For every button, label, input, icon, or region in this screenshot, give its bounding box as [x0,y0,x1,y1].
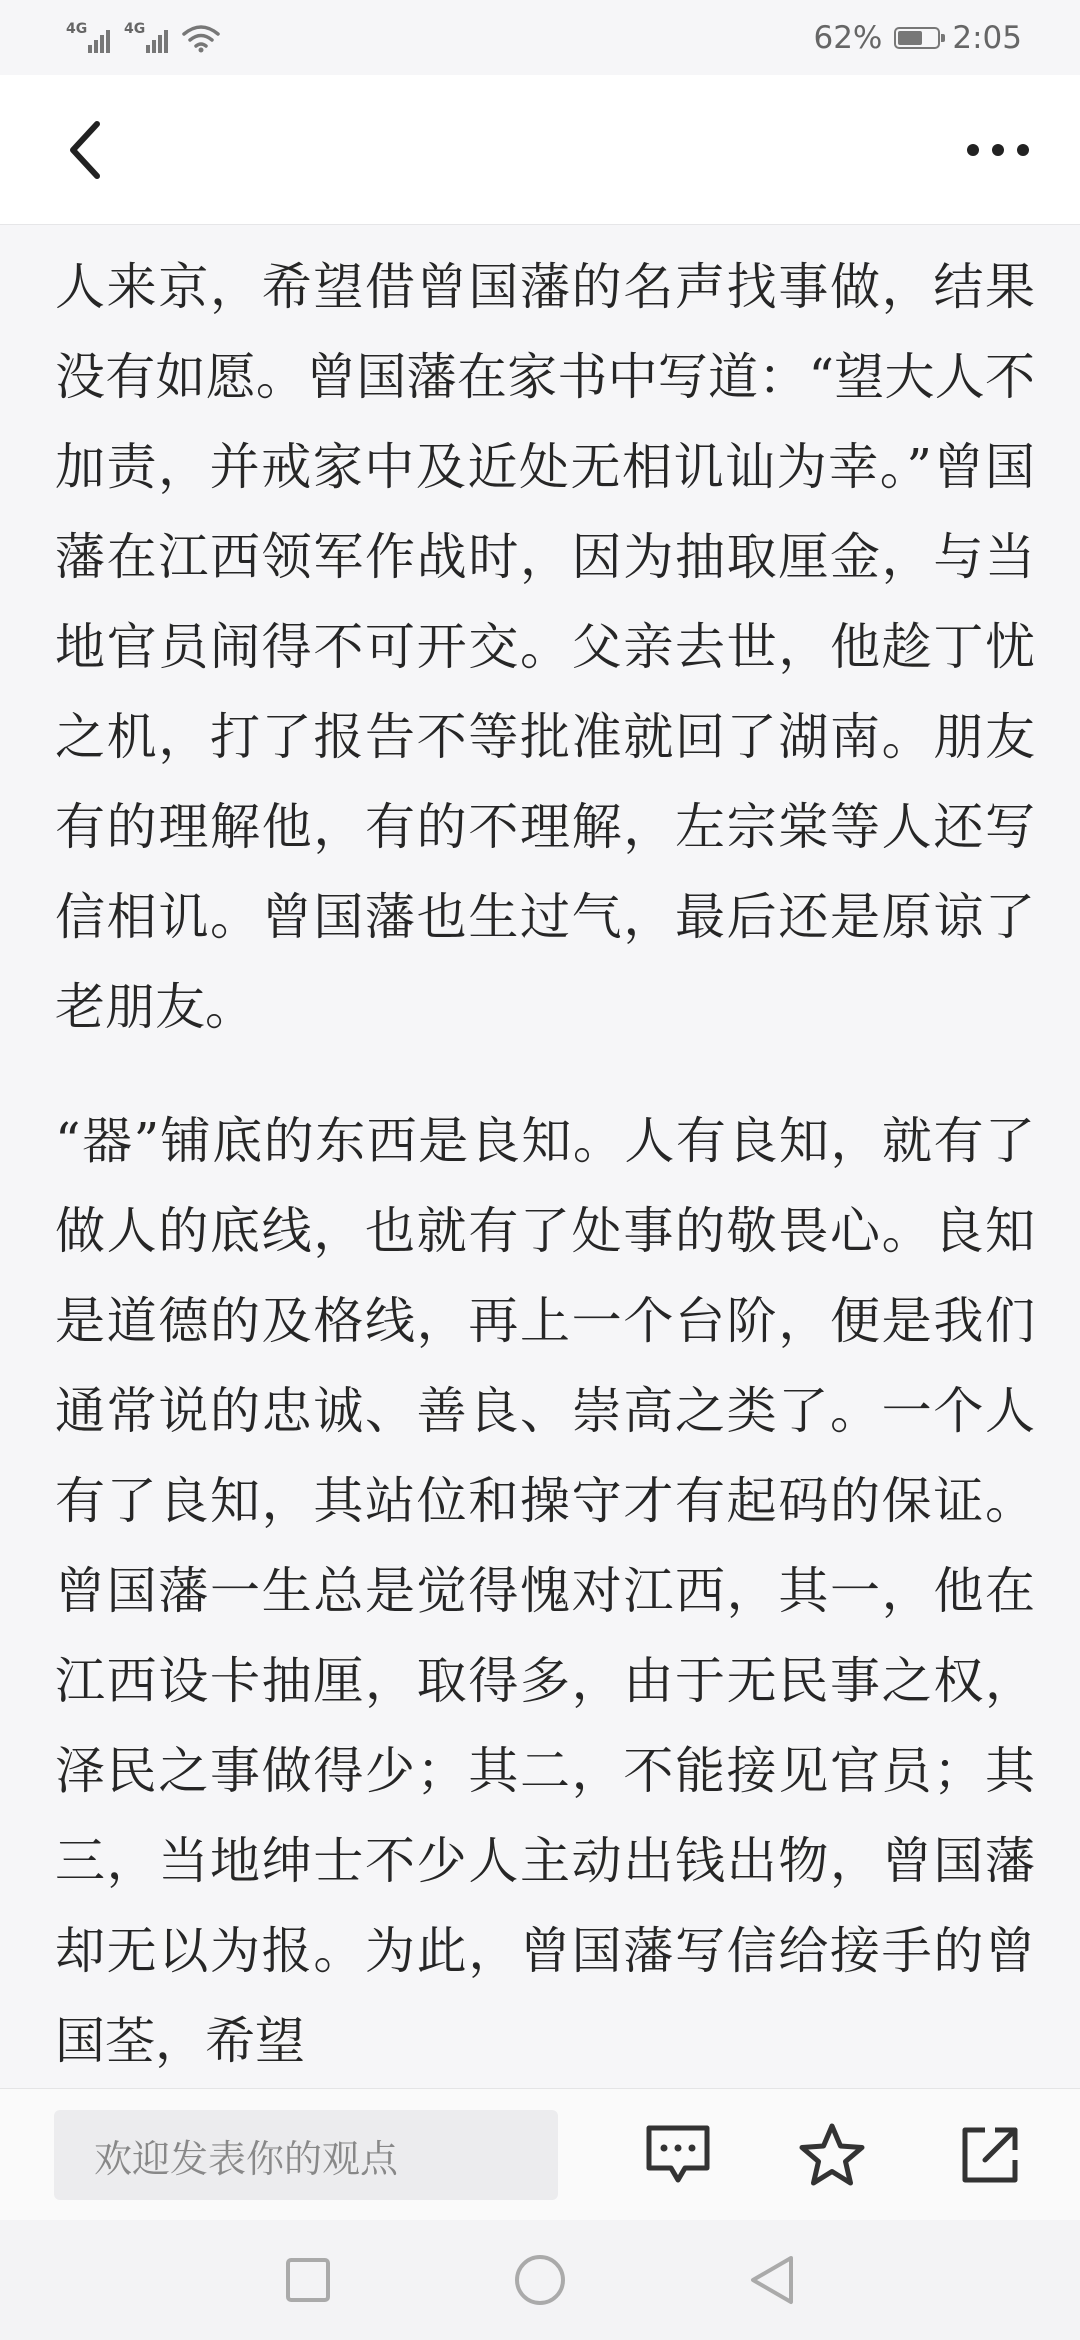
comment-icon [645,2124,711,2186]
comment-input[interactable]: 欢迎发表你的观点 [54,2110,558,2200]
article-paragraph-2: “器”铺底的东西是良知。人有良知，就有了做人的底线，也就有了处事的敬畏心。良知是道德的及格线，再上一个台阶，便是我们通常说的忠诚、善良、崇高之类了。一个人有了良知，其站位和操守才有起码的保证。曾国藩一生总是觉得愧对江西，其一，他在江西设卡抽厘，取得多，由于无民事之权，泽民之事做得少；其二，不能接见官员；其三，当地绅士不少人主动出钱出物，曾国藩却无以为报。为此，曾国藩写信给接手的曾国荃，希望 [55,1112,1035,2070]
share-button[interactable] [950,2115,1030,2195]
system-nav-bar [0,2220,1080,2340]
status-left [66,20,220,53]
recents-button[interactable] [278,2250,338,2310]
top-nav-bar [0,75,1080,225]
home-button[interactable] [510,2250,570,2310]
star-icon [798,2122,866,2188]
share-icon [959,2124,1021,2186]
clock: 2:05 [952,19,1022,56]
bottom-action-bar [0,2088,1080,2220]
signal-2-label: 4G [124,20,146,37]
cellular-signal-2-icon [124,20,168,53]
cellular-signal-1-icon [66,20,110,53]
status-right [813,20,1022,56]
system-back-button[interactable] [742,2250,802,2310]
favorite-button[interactable] [792,2115,872,2195]
chevron-left-icon [65,120,105,180]
battery-percent: 62% [813,19,883,56]
more-options-button[interactable] [958,115,1038,185]
wifi-icon [182,23,220,53]
battery-icon [894,27,940,49]
signal-1-label: 4G [66,20,88,37]
comment-button[interactable] [638,2115,718,2195]
article-paragraph-1: 人来京，希望借曾国藩的名声找事做，结果没有如愿。曾国藩在家书中写道：“望大人不加责，并戒家中及近处无相讥讪为幸。”曾国藩在江西领军作战时，因为抽取厘金，与当地官员闹得不可开交。父亲去世，他趁丁忧之机，打了报告不等批准就回了湖南。朋友有的理解他，有的不理解，左宗棠等人还写信相讥。曾国藩也生过气，最后还是原谅了老朋友。 [55,258,1035,1036]
recents-square-icon [284,2256,332,2304]
article-text [55,242,1035,2086]
back-button[interactable] [50,115,120,185]
battery-fill [898,31,922,45]
more-horizontal-icon [966,143,1030,157]
article-content[interactable] [0,226,1080,2088]
home-circle-icon [513,2253,567,2307]
status-bar [0,0,1080,75]
back-triangle-icon [747,2253,797,2307]
